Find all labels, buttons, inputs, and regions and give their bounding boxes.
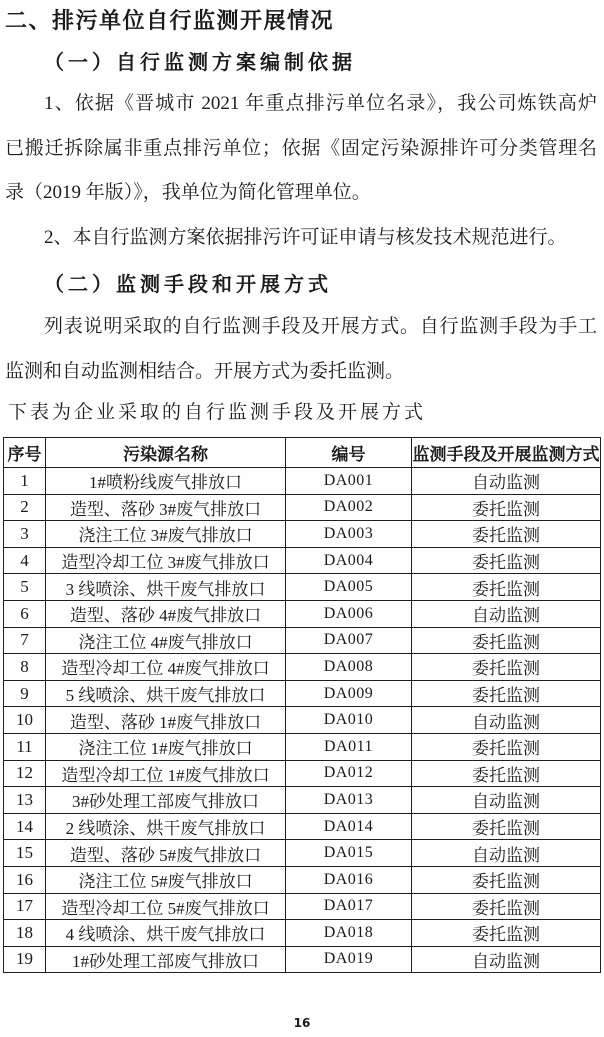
cell-serial-number: 12 bbox=[4, 760, 46, 787]
cell-outlet-code: DA011 bbox=[286, 733, 412, 760]
cell-pollution-source-name: 浇注工位 1#废气排放口 bbox=[46, 733, 286, 760]
cell-pollution-source-name: 造型冷却工位 4#废气排放口 bbox=[46, 654, 286, 681]
cell-serial-number: 3 bbox=[4, 521, 46, 548]
table-row bbox=[4, 787, 601, 814]
cell-serial-number: 6 bbox=[4, 600, 46, 627]
cell-pollution-source-name: 造型冷却工位 5#废气排放口 bbox=[46, 893, 286, 920]
table-row bbox=[4, 600, 601, 627]
cell-outlet-code: DA014 bbox=[286, 813, 412, 840]
section1-paragraph1-line3: 录（2019 年版）》，我单位为简化管理单位。 bbox=[5, 182, 371, 203]
monitoring-table bbox=[3, 437, 601, 973]
table-row bbox=[4, 813, 601, 840]
cell-monitoring-method: 委托监测 bbox=[412, 680, 601, 707]
table-row bbox=[4, 946, 601, 973]
cell-monitoring-method: 委托监测 bbox=[412, 920, 601, 947]
cell-serial-number: 4 bbox=[4, 547, 46, 574]
cell-pollution-source-name: 2 线喷涂、烘干废气排放口 bbox=[46, 813, 286, 840]
cell-pollution-source-name: 1#喷粉线废气排放口 bbox=[46, 468, 286, 495]
cell-serial-number: 18 bbox=[4, 920, 46, 947]
cell-pollution-source-name: 浇注工位 4#废气排放口 bbox=[46, 627, 286, 654]
cell-serial-number: 14 bbox=[4, 813, 46, 840]
cell-serial-number: 2 bbox=[4, 494, 46, 521]
table-row bbox=[4, 574, 601, 601]
cell-pollution-source-name: 浇注工位 3#废气排放口 bbox=[46, 521, 286, 548]
cell-serial-number: 10 bbox=[4, 707, 46, 734]
cell-monitoring-method: 自动监测 bbox=[412, 600, 601, 627]
table-row bbox=[4, 494, 601, 521]
cell-pollution-source-name: 1#砂处理工部废气排放口 bbox=[46, 946, 286, 973]
cell-serial-number: 1 bbox=[4, 468, 46, 495]
cell-monitoring-method: 委托监测 bbox=[412, 654, 601, 681]
cell-serial-number: 5 bbox=[4, 574, 46, 601]
cell-monitoring-method: 自动监测 bbox=[412, 468, 601, 495]
cell-monitoring-method: 委托监测 bbox=[412, 574, 601, 601]
table-row bbox=[4, 733, 601, 760]
table-row bbox=[4, 680, 601, 707]
cell-monitoring-method: 委托监测 bbox=[412, 521, 601, 548]
cell-pollution-source-name: 4 线喷涂、烘干废气排放口 bbox=[46, 920, 286, 947]
table-row bbox=[4, 893, 601, 920]
page-number: 16 bbox=[293, 1016, 311, 1030]
cell-pollution-source-name: 浇注工位 5#废气排放口 bbox=[46, 866, 286, 893]
cell-outlet-code: DA009 bbox=[286, 680, 412, 707]
header-outlet-code: 编号 bbox=[286, 438, 412, 468]
cell-outlet-code: DA008 bbox=[286, 654, 412, 681]
cell-outlet-code: DA006 bbox=[286, 600, 412, 627]
cell-outlet-code: DA001 bbox=[286, 468, 412, 495]
cell-pollution-source-name: 3 线喷涂、烘干废气排放口 bbox=[46, 574, 286, 601]
header-pollution-source-name: 污染源名称 bbox=[46, 438, 286, 468]
cell-serial-number: 11 bbox=[4, 733, 46, 760]
cell-pollution-source-name: 造型、落砂 4#废气排放口 bbox=[46, 600, 286, 627]
table-row bbox=[4, 707, 601, 734]
table-row bbox=[4, 627, 601, 654]
cell-outlet-code: DA007 bbox=[286, 627, 412, 654]
cell-monitoring-method: 委托监测 bbox=[412, 627, 601, 654]
cell-pollution-source-name: 造型、落砂 3#废气排放口 bbox=[46, 494, 286, 521]
cell-monitoring-method: 委托监测 bbox=[412, 547, 601, 574]
cell-monitoring-method: 委托监测 bbox=[412, 813, 601, 840]
table-row bbox=[4, 547, 601, 574]
cell-serial-number: 19 bbox=[4, 946, 46, 973]
cell-monitoring-method: 委托监测 bbox=[412, 866, 601, 893]
monitoring-table-body bbox=[4, 468, 601, 973]
section-1-heading: （一）自行监测方案编制依据 bbox=[44, 52, 356, 74]
table-row bbox=[4, 920, 601, 947]
cell-outlet-code: DA017 bbox=[286, 893, 412, 920]
header-monitoring-method: 监测手段及开展监测方式 bbox=[412, 438, 601, 468]
cell-outlet-code: DA004 bbox=[286, 547, 412, 574]
cell-outlet-code: DA018 bbox=[286, 920, 412, 947]
document-title: 二、排污单位自行监测开展情况 bbox=[5, 8, 335, 33]
table-row bbox=[4, 521, 601, 548]
header-serial-number: 序号 bbox=[4, 438, 46, 468]
cell-pollution-source-name: 造型、落砂 1#废气排放口 bbox=[46, 707, 286, 734]
cell-outlet-code: DA015 bbox=[286, 840, 412, 867]
cell-outlet-code: DA003 bbox=[286, 521, 412, 548]
cell-monitoring-method: 委托监测 bbox=[412, 760, 601, 787]
cell-pollution-source-name: 3#砂处理工部废气排放口 bbox=[46, 787, 286, 814]
cell-monitoring-method: 自动监测 bbox=[412, 707, 601, 734]
cell-pollution-source-name: 造型冷却工位 1#废气排放口 bbox=[46, 760, 286, 787]
section1-paragraph1-line2: 已搬迁拆除属非重点排污单位；依据《固定污染源排许可分类管理名 bbox=[5, 138, 597, 159]
cell-serial-number: 17 bbox=[4, 893, 46, 920]
table-header-row bbox=[4, 438, 601, 468]
cell-outlet-code: DA019 bbox=[286, 946, 412, 973]
cell-monitoring-method: 委托监测 bbox=[412, 893, 601, 920]
cell-serial-number: 9 bbox=[4, 680, 46, 707]
section2-paragraph1-line2: 监测和自动监测相结合。开展方式为委托监测。 bbox=[5, 361, 405, 382]
cell-monitoring-method: 自动监测 bbox=[412, 840, 601, 867]
cell-outlet-code: DA012 bbox=[286, 760, 412, 787]
cell-outlet-code: DA016 bbox=[286, 866, 412, 893]
table-row bbox=[4, 866, 601, 893]
cell-outlet-code: DA002 bbox=[286, 494, 412, 521]
table-intro: 下表为企业采取的自行监测手段及开展方式 bbox=[8, 402, 427, 423]
table-row bbox=[4, 840, 601, 867]
cell-outlet-code: DA005 bbox=[286, 574, 412, 601]
table-row bbox=[4, 468, 601, 495]
section-2-heading: （二）监测手段和开展方式 bbox=[44, 274, 332, 296]
cell-serial-number: 7 bbox=[4, 627, 46, 654]
cell-outlet-code: DA013 bbox=[286, 787, 412, 814]
section2-paragraph1-line1: 列表说明采取的自行监测手段及开展方式。自行监测手段为手工 bbox=[44, 316, 597, 337]
section1-paragraph1-line1: 1、依据《晋城市 2021 年重点排污单位名录》，我公司炼铁高炉 bbox=[44, 93, 597, 114]
cell-monitoring-method: 自动监测 bbox=[412, 787, 601, 814]
cell-serial-number: 13 bbox=[4, 787, 46, 814]
cell-monitoring-method: 委托监测 bbox=[412, 733, 601, 760]
cell-serial-number: 8 bbox=[4, 654, 46, 681]
cell-monitoring-method: 自动监测 bbox=[412, 946, 601, 973]
cell-pollution-source-name: 造型冷却工位 3#废气排放口 bbox=[46, 547, 286, 574]
cell-monitoring-method: 委托监测 bbox=[412, 494, 601, 521]
table-row bbox=[4, 654, 601, 681]
cell-outlet-code: DA010 bbox=[286, 707, 412, 734]
cell-pollution-source-name: 造型、落砂 5#废气排放口 bbox=[46, 840, 286, 867]
table-row bbox=[4, 760, 601, 787]
cell-serial-number: 16 bbox=[4, 866, 46, 893]
cell-pollution-source-name: 5 线喷涂、烘干废气排放口 bbox=[46, 680, 286, 707]
cell-serial-number: 15 bbox=[4, 840, 46, 867]
section1-paragraph2: 2、本自行监测方案依据排污许可证申请与核发技术规范进行。 bbox=[44, 227, 567, 248]
